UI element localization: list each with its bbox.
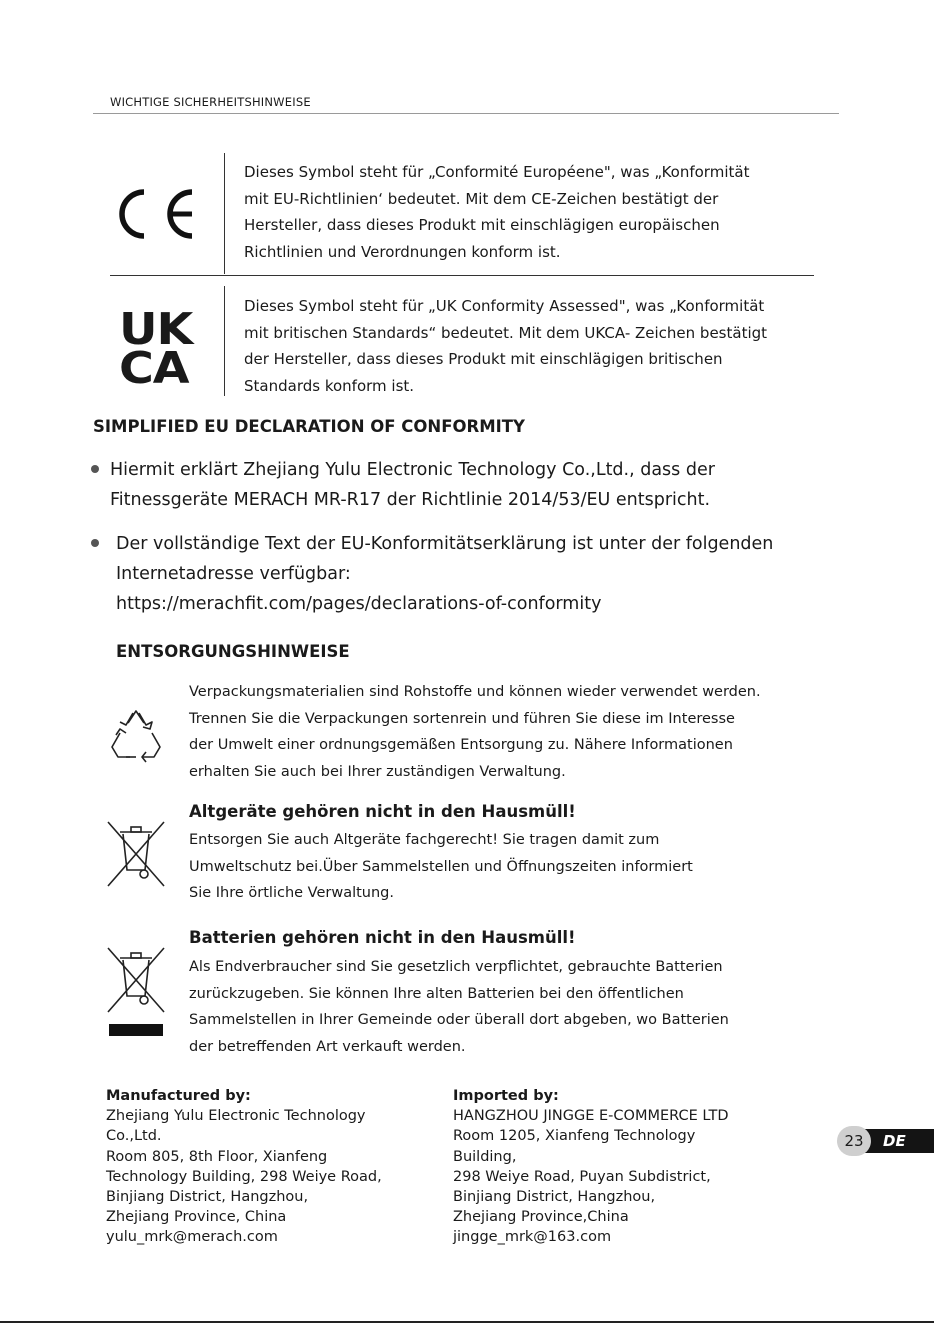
address-line: HANGZHOU JINGGE E-COMMERCE LTD <box>453 1108 729 1125</box>
text-line: Hiermit erklärt Zhejiang Yulu Electronic Technology Co.,Ltd., dass der <box>110 460 715 480</box>
address-line: Room 1205, Xianfeng Technology <box>453 1128 696 1145</box>
importer-label: Imported by: <box>453 1088 559 1104</box>
text-line: Fitnessgeräte MERACH MR-R17 der Richtlinie 2014/53/EU entspricht. <box>110 490 711 510</box>
address-line: Zhejiang Province, China <box>106 1209 287 1226</box>
manufacturer-block <box>106 1086 426 1248</box>
table-divider-vertical-bottom <box>224 286 225 396</box>
text-line: Verpackungsmaterialien sind Rohstoffe und können wieder verwendet werden. <box>189 684 761 700</box>
appliances-text <box>189 827 814 907</box>
text-line: erhalten Sie auch bei Ihrer zuständigen Verwaltung. <box>189 763 566 780</box>
packaging-text <box>189 679 814 785</box>
ukca-logo-line2: CA <box>119 343 189 394</box>
declaration-bullet-1 <box>110 455 830 515</box>
text-line: Trennen Sie die Verpackungen sortenrein und führen Sie diese im Interesse <box>189 710 735 727</box>
declaration-bullet-2 <box>116 529 836 619</box>
text-line: der Hersteller, dass dieses Produkt mit einschlägigen britischen <box>244 350 723 368</box>
batteries-heading: Batterien gehören nicht in den Hausmüll! <box>189 928 576 947</box>
text-line: Dieses Symbol steht für „UK Conformity Assessed", was „Konformität <box>244 297 765 315</box>
page-number: 23 <box>837 1126 871 1156</box>
address-line: Co.,Ltd. <box>106 1128 162 1145</box>
declaration-heading: SIMPLIFIED EU DECLARATION OF CONFORMITY <box>93 417 526 436</box>
declaration-url[interactable]: https://merachfit.com/pages/declarations-of-conformity <box>116 594 602 614</box>
text-line: Standards konform ist. <box>244 376 415 395</box>
address-line: Zhejiang Province,China <box>453 1209 629 1226</box>
manufacturer-label: Manufactured by: <box>106 1088 251 1104</box>
batteries-text <box>189 954 814 1060</box>
text-line: Richtlinien und Verordnungen konform ist. <box>244 242 561 261</box>
ukca-mark-icon <box>119 304 195 394</box>
bullet-dot <box>91 465 99 473</box>
address-line: Technology Building, 298 Weiye Road, <box>106 1168 382 1185</box>
text-line: mit britischen Standards“ bedeutet. Mit dem UKCA- Zeichen bestätigt <box>244 323 768 342</box>
importer-email[interactable]: jingge_mrk@163.com <box>453 1229 612 1246</box>
address-line: Zhejiang Yulu Electronic Technology <box>106 1108 366 1125</box>
running-header: WICHTIGE SICHERHEITSHINWEISE <box>110 95 311 109</box>
address-line: Room 805, 8th Floor, Xianfeng <box>106 1148 328 1165</box>
ce-description <box>244 159 824 265</box>
address-line: Binjiang District, Hangzhou, <box>106 1189 309 1206</box>
text-line: Hersteller, dass dieses Produkt mit einschlägigen europäischen <box>244 216 720 234</box>
text-line: Umweltschutz bei.Über Sammelstellen und Öffnungszeiten informiert <box>189 858 693 875</box>
address-line: Building, <box>453 1148 517 1165</box>
manufacturer-email[interactable]: yulu_mrk@merach.com <box>106 1229 278 1246</box>
appliances-heading: Altgeräte gehören nicht in den Hausmüll! <box>189 802 576 821</box>
text-line: der Umwelt einer ordnungsgemäßen Entsorgung zu. Nähere Informationen <box>189 737 733 753</box>
text-line: mit EU-Richtlinien‘ bedeutet. Mit dem CE-Zeichen bestätigt der <box>244 189 719 208</box>
text-line: Entsorgen Sie auch Altgeräte fachgerecht! Sie tragen damit zum <box>189 832 660 848</box>
table-divider-horizontal <box>110 275 814 276</box>
text-line: zurückzugeben. Sie können Ihre alten Batterien bei den öffentlichen <box>189 985 684 1002</box>
text-line: Sie Ihre örtliche Verwaltung. <box>189 885 394 901</box>
text-line: Als Endverbraucher sind Sie gesetzlich verpflichtet, gebrauchte Batterien <box>189 959 723 975</box>
ukca-logo-line1: UK <box>119 304 193 355</box>
text-line: der betreffenden Art verkauft werden. <box>189 1038 466 1055</box>
address-line: Binjiang District, Hangzhou, <box>453 1189 656 1206</box>
header-divider <box>93 113 839 114</box>
ukca-description <box>244 293 824 399</box>
table-divider-vertical-top <box>224 153 225 274</box>
importer-block <box>453 1086 783 1248</box>
language-tab: DE <box>863 1129 934 1153</box>
text-line: Internetadresse verfügbar: <box>116 564 351 584</box>
text-line: Dieses Symbol steht für „Conformité Européene", was „Konformität <box>244 163 750 181</box>
text-line: Der vollständige Text der EU-Konformitätserklärung ist unter der folgenden <box>116 534 774 554</box>
ce-mark-icon <box>112 184 198 244</box>
text-line: Sammelstellen in Ihrer Gemeinde oder überall dort abgeben, wo Batterien <box>189 1012 729 1028</box>
recycle-icon <box>106 705 166 765</box>
bullet-dot <box>91 539 99 547</box>
disposal-heading: ENTSORGUNGSHINWEISE <box>116 642 350 661</box>
crossed-bin-icon <box>106 820 166 888</box>
address-line: 298 Weiye Road, Puyan Subdistrict, <box>453 1168 711 1185</box>
crossed-bin-battery-icon <box>106 946 166 1038</box>
